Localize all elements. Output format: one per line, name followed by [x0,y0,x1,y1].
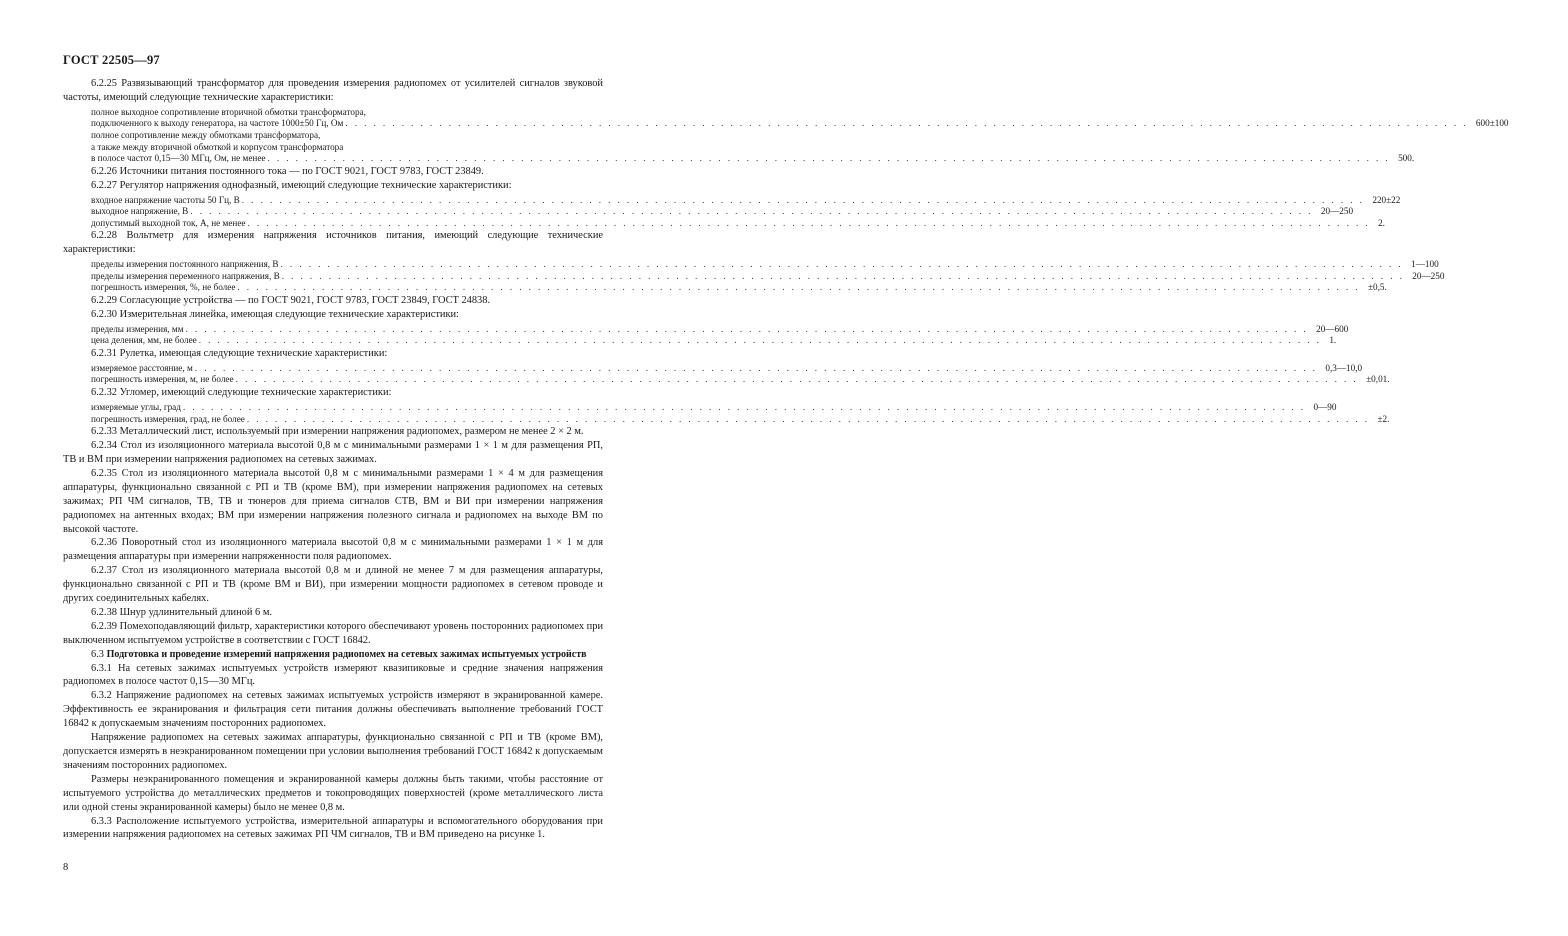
paragraph: Размеры неэкранированного помещения и экранированной камеры должны быть такими, чтобы расстояние от испытуемого устройства до металлических предметов и токопроводящих поверхностей (кроме металлического листа или одной стены экранированной камеры) было не менее 0,8 м. [63,773,603,813]
dot-leader: . . . . . . . . . . . . . . . . . . . . . . . . . . . . . . . . . . . . . . . . . . . . . . . . . . . . . . . . . . . . . . . . . . . . . . . . . . . . . . . . . . . . . . . . . . . . . . . . . . . . . . . . . . . . . . . . . . . . . . . . [241,194,1365,205]
paragraph: 6.3.1 На сетевых зажимах испытуемых устройств измеряют квазипиковые и средние значения напряжения радиопомех в полосе частот 0,15—30 МГц. [63,662,603,688]
spec-label: допустимый выходной ток, А, не менее [91,217,246,228]
spec-text-line: полное сопротивление между обмотками трансформатора, [91,130,321,140]
paragraph: 6.2.37 Стол из изоляционного материала высотой 0,8 м и длиной не менее 7 м для размещения аппаратуры, функционально связанной с РП и ТВ (кроме ВМ и ВИ), при измерении мощности радиопомех в сетевом проводе и других соединительных кабелях. [63,565,603,605]
spec-row [91,153,1415,165]
spec-label: в полосе частот 0,15—30 МГц, Ом, не менее [91,153,266,164]
spec-list [63,194,1401,230]
spec-label: выходное напряжение, В [91,206,189,217]
spec-list [63,259,1445,294]
paragraph: 6.2.29 Согласующие устройства — по ГОСТ 9021, ГОСТ 9783, ГОСТ 23849, ГОСТ 24838. [91,294,491,306]
paragraph: 6.2.38 Шнур удлинительный длиной 6 м. [91,606,272,618]
dot-leader: . . . . . . . . . . . . . . . . . . . . . . . . . . . . . . . . . . . . . . . . . . . . . . . . . . . . . . . . . . . . . . . . . . . . . . . . . . . . . . . . . . . . . . . . . . . . . . . . . . . . . . . . . . . . . . . . . . . . . . . . [237,282,1360,293]
dot-leader: . . . . . . . . . . . . . . . . . . . . . . . . . . . . . . . . . . . . . . . . . . . . . . . . . . . . . . . . . . . . . . . . . . . . . . . . . . . . . . . . . . . . . . . . . . . . . . . . . . . . . . . . . . . . . . . . . . . . . . . . [182,401,1306,412]
spec-label: входное напряжение частоты 50 Гц, В [91,194,240,205]
spec-list [63,323,1349,347]
paragraph: 6.2.30 Измерительная линейка, имеющая следующие технические характеристики: [91,308,459,320]
spec-value: 20—250 [1320,206,1354,217]
paragraph: 6.3.2 Напряжение радиопомех на сетевых зажимах испытуемых устройств измеряют в экранированной камере. Эффективность ее экранирования и фильтрация сети питания должны обеспечивать выполнение требований ГОСТ 16842 к допускаемым значениям посторонних радиопомех. [63,690,603,730]
dot-leader: . . . . . . . . . . . . . . . . . . . . . . . . . . . . . . . . . . . . . . . . . . . . . . . . . . . . . . . . . . . . . . . . . . . . . . . . . . . . . . . . . . . . . . . . . . . . . . . . . . . . . . . . . . . . . . . . . . . . . . . . [247,217,1371,228]
paragraph: 6.2.36 Поворотный стол из изоляционного материала высотой 0,8 м с минимальными размерами 1 × 1 м для размещения аппаратуры при измерении напряженности поля радиопомех. [63,537,603,563]
spec-label: измеряемое расстояние, м [91,362,193,373]
spec-list [63,362,1390,386]
document-header: ГОСТ 22505—97 [63,53,160,67]
paragraph: Напряжение радиопомех на сетевых зажимах аппаратуры, функционально связанной с РП и ТВ (кроме ВМ), допускается измерять в неэкранированном помещении при условии выполнения требований ГОСТ 16842 к допускаемым значениям посторонних радиопомех. [63,732,603,771]
spec-value: ±0,01. [1366,374,1390,385]
section-heading [63,648,603,662]
spec-label: пределы измерения постоянного напряжения, В [91,259,279,270]
spec-value: 20—600 [1316,323,1349,334]
spec-list [63,106,1509,165]
spec-label: погрешность измерения, %, не более [91,282,236,293]
paragraph: 6.2.28 Вольтметр для измерения напряжения источников питания, имеющий следующие технические характеристики: [63,230,603,256]
spec-row [91,374,1390,386]
spec-label: пределы измерения, мм [91,323,184,334]
spec-row [91,194,1401,207]
spec-list [63,401,1390,425]
dot-leader: . . . . . . . . . . . . . . . . . . . . . . . . . . . . . . . . . . . . . . . . . . . . . . . . . . . . . . . . . . . . . . . . . . . . . . . . . . . . . . . . . . . . . . . . . . . . . . . . . . . . . . . . . . . . . . . . . . . . . . . . [198,335,1322,346]
dot-leader: . . . . . . . . . . . . . . . . . . . . . . . . . . . . . . . . . . . . . . . . . . . . . . . . . . . . . . . . . . . . . . . . . . . . . . . . . . . . . . . . . . . . . . . . . . . . . . . . . . . . . . . . . . . . . . . . . . . . . . . . [185,323,1309,334]
spec-row [91,270,1445,283]
paragraph: 6.2.26 Источники питания постоянного тока — по ГОСТ 9021, ГОСТ 9783, ГОСТ 23849. [91,165,484,177]
spec-value: 1—100 [1411,259,1439,270]
dot-leader: . . . . . . . . . . . . . . . . . . . . . . . . . . . . . . . . . . . . . . . . . . . . . . . . . . . . . . . . . . . . . . . . . . . . . . . . . . . . . . . . . . . . . . . . . . . . . . . . . . . . . . . . . . . . . . . . . . . . . . . . [246,413,1370,424]
dot-leader: . . . . . . . . . . . . . . . . . . . . . . . . . . . . . . . . . . . . . . . . . . . . . . . . . . . . . . . . . . . . . . . . . . . . . . . . . . . . . . . . . . . . . . . . . . . . . . . . . . . . . . . . . . . . . . . . . . . . . . . . [235,374,1359,385]
section-title: Подготовка и проведение измерений напряжения радиопомех на сетевых зажимах испытуемых устройств [106,648,587,660]
spec-row [91,118,1509,130]
document-body [63,77,1509,842]
paragraph: 6.2.32 Угломер, имеющий следующие технические характеристики: [91,387,392,399]
spec-label: измеряемые углы, град [91,401,181,412]
dot-leader: . . . . . . . . . . . . . . . . . . . . . . . . . . . . . . . . . . . . . . . . . . . . . . . . . . . . . . . . . . . . . . . . . . . . . . . . . . . . . . . . . . . . . . . . . . . . . . . . . . . . . . . . . . . . . . . . . . . . . . . . [190,206,1313,217]
paragraph: 6.2.35 Стол из изоляционного материала высотой 0,8 м с минимальными размерами 1 × 4 м для размещения аппаратуры, функционально связанной с РП и ТВ (кроме ВМ), при измерении напряжения радиопомех на сетевых зажимах; РП ЧМ сигналов, ТВ, ТВ и тюнеров для приема сигналов СТВ, ВМ и ВИ при измерении напряжения радиопомех на антенных входах; ВМ при измерении напряжения полезного сигнала и радиопомех на выходе ВМ по высокой частоте. [63,467,603,535]
spec-row [91,413,1390,426]
spec-text-line: а также между вторичной обмоткой и корпусом трансформатора [91,141,344,152]
section-number: 6.3 [91,648,104,660]
spec-label: цена деления, мм, не более [91,335,197,346]
spec-value: 1. [1329,335,1337,346]
dot-leader: . . . . . . . . . . . . . . . . . . . . . . . . . . . . . . . . . . . . . . . . . . . . . . . . . . . . . . . . . . . . . . . . . . . . . . . . . . . . . . . . . . . . . . . . . . . . . . . . . . . . . . . . . . . . . . . . . . . . . . . . [280,259,1404,270]
paragraph: 6.2.34 Стол из изоляционного материала высотой 0,8 м с минимальными размерами 1 × 1 м для размещения РП, ТВ и ВМ при измерении напряжения радиопомех на сетевых зажимах. [63,440,603,465]
spec-value: ±0,5. [1367,282,1387,293]
paragraph: 6.2.27 Регулятор напряжения однофазный, имеющий следующие технические характеристики: [91,179,512,191]
spec-value: 600±100 [1475,118,1509,129]
page-number: 8 [63,862,69,873]
spec-label: подключенного к выходу генератора, на частоте 1000±50 Гц, Ом [91,118,344,129]
dot-leader: . . . . . . . . . . . . . . . . . . . . . . . . . . . . . . . . . . . . . . . . . . . . . . . . . . . . . . . . . . . . . . . . . . . . . . . . . . . . . . . . . . . . . . . . . . . . . . . . . . . . . . . . . . . . . . . . . . . . . . . . [194,362,1318,373]
spec-text-line: полное выходное сопротивление вторичной обмотки трансформатора, [91,106,366,117]
spec-value: 220±22 [1372,194,1401,205]
spec-value: 0—90 [1313,401,1337,412]
paragraph: 6.2.33 Металлический лист, используемый при измерении напряжения радиопомех, размером не менее 2 × 2 м. [91,426,584,438]
spec-label: погрешность измерения, м, не более [91,374,234,385]
paragraph: 6.2.39 Помехоподавляющий фильтр, характеристики которого обеспечивают уровень посторонних радиопомех при выключенном испытуемом устройстве в соответствии с ГОСТ 16842. [63,620,603,646]
spec-row [91,323,1349,336]
spec-value: 20—250 [1412,270,1445,281]
spec-value: 2. [1378,217,1385,228]
spec-row [91,362,1363,375]
spec-value: 500. [1398,153,1415,164]
spec-row [91,335,1337,347]
spec-value: 0,3—10,0 [1325,362,1363,373]
spec-label: пределы измерения переменного напряжения, В [91,270,280,281]
dot-leader: . . . . . . . . . . . . . . . . . . . . . . . . . . . . . . . . . . . . . . . . . . . . . . . . . . . . . . . . . . . . . . . . . . . . . . . . . . . . . . . . . . . . . . . . . . . . . . . . . . . . . . . . . . . . . . . . . . . . . . . . [345,118,1468,129]
paragraph: 6.3.3 Расположение испытуемого устройства, измерительной аппаратуры и вспомогательного оборудования при измерении напряжения радиопомех на сетевых зажимах РП ЧМ сигналов, ТВ и ВМ приведено на рисунке 1. [63,815,603,841]
spec-row [91,259,1439,271]
spec-label: погрешность измерения, град, не более [91,413,245,424]
spec-row [91,217,1385,230]
dot-leader: . . . . . . . . . . . . . . . . . . . . . . . . . . . . . . . . . . . . . . . . . . . . . . . . . . . . . . . . . . . . . . . . . . . . . . . . . . . . . . . . . . . . . . . . . . . . . . . . . . . . . . . . . . . . . . . . . . . . . . . . [281,270,1405,281]
paragraph: 6.2.25 Развязывающий трансформатор для проведения измерения радиопомех от усилителей сигналов звуковой частоты, имеющий следующие технические характеристики: [63,78,603,103]
spec-row [91,401,1337,414]
spec-value: ±2. [1377,413,1390,424]
spec-row [91,282,1387,294]
dot-leader: . . . . . . . . . . . . . . . . . . . . . . . . . . . . . . . . . . . . . . . . . . . . . . . . . . . . . . . . . . . . . . . . . . . . . . . . . . . . . . . . . . . . . . . . . . . . . . . . . . . . . . . . . . . . . . . . . . . . . . . . [267,153,1391,164]
spec-row [91,206,1354,218]
paragraph: 6.2.31 Рулетка, имеющая следующие технические характеристики: [91,347,388,359]
